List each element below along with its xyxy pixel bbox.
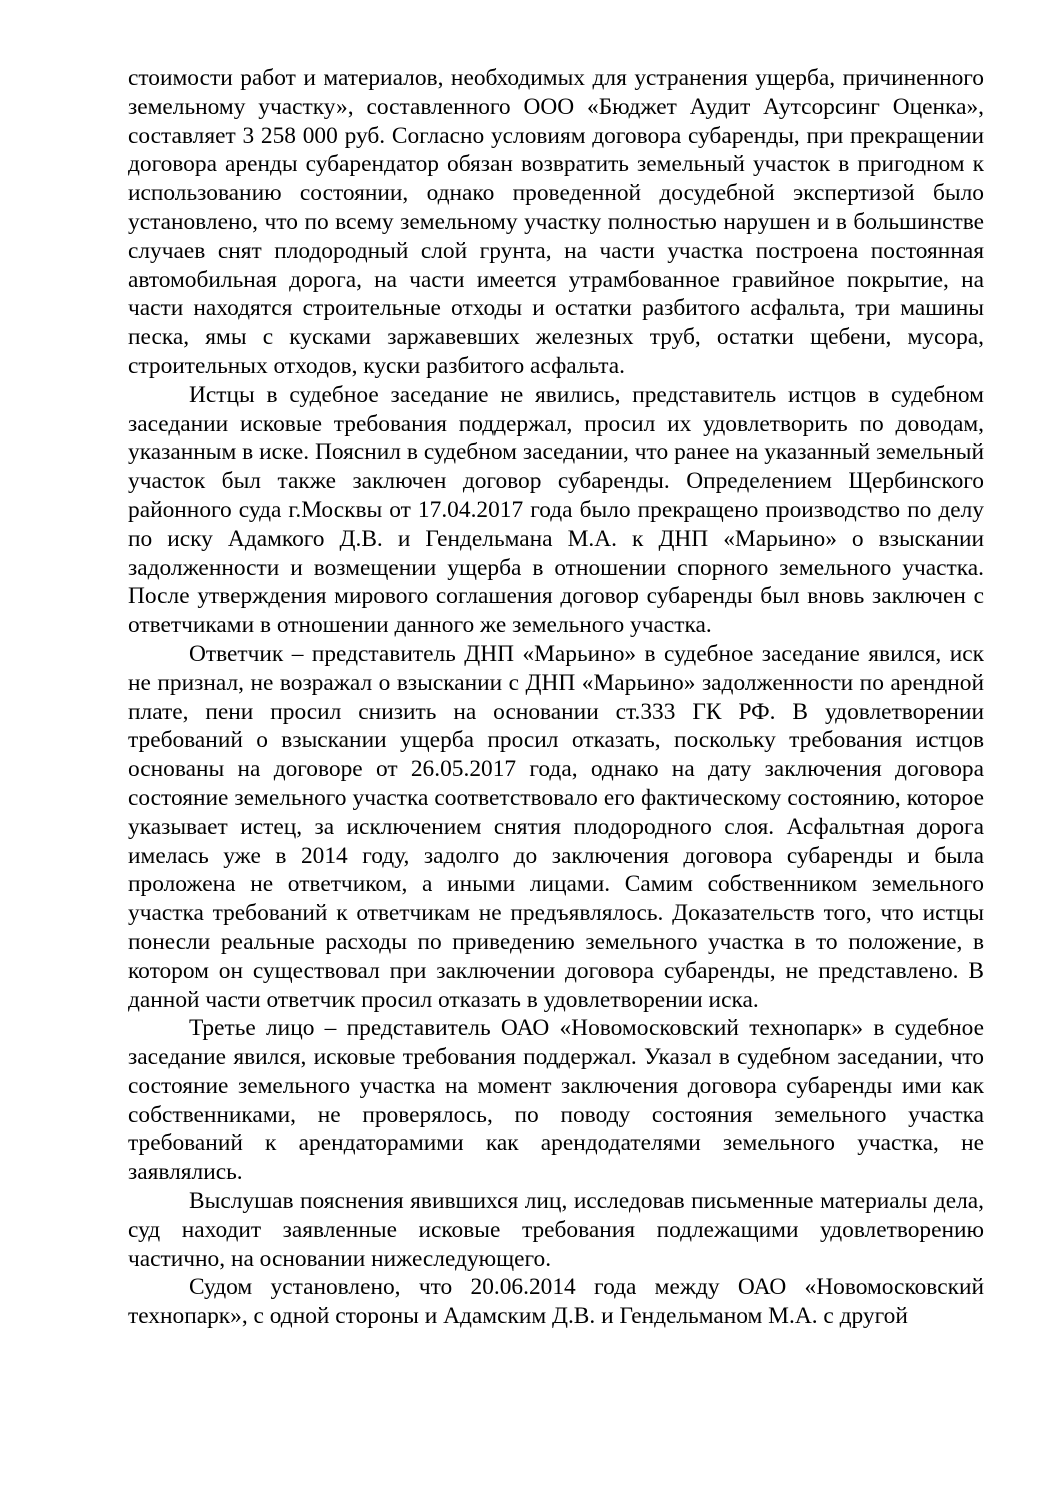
paragraph-defendant-position: Ответчик – представитель ДНП «Марьино» в судебное заседание явился, иск не признал, не возражал о взыскании с ДНП «Марьино» задолженности по арендной плате, пени просил снизить на основании ст.333 ГК РФ. В удовлетворении требований о взыскании ущерба просил отказать, поскольку требования истцов основаны на договоре от 26.05.2017 года, однако на дату заключения договора состояние земельного участка соответствовало его фактическому состоянию, которое указывает истец, за исключением снятия плодородного слоя. Асфальтная дорога имелась уже в 2014 году, задолго до заключения договора субаренды и была проложена не ответчиком, а иными лицами. Самим собственником земельного участка требований к ответчикам не предъявлялось. Доказательств того, что истцы понесли реальные расходы по приведению земельного участка в то положение, в котором он существовал при заключении договора субаренды, не представлено. В данной части ответчик просил отказать в удовлетворении иска. bbox=[128, 640, 984, 1013]
paragraph-court-findings: Выслушав пояснения явившихся лиц, исследовав письменные материалы дела, суд находит заявленные исковые требования подлежащими удовлетворению частично, на основании нижеследующего. bbox=[128, 1188, 984, 1272]
paragraph-plaintiffs-position: Истцы в судебное заседание не явились, представитель истцов в судебном заседании исковые требования поддержал, просил их удовлетворить по доводам, указанным в иске. Пояснил в судебном заседании, что ранее на указанный земельный участок был также заключен договор субаренды. Определением Щербинского районного суда г.Москвы от 17.04.2017 года было прекращено производство по делу по иску Адамкого Д.В. и Гендельмана М.А. к ДНП «Марьино» о взыскании задолженности и возмещении ущерба в отношении спорного земельного участка. После утверждения мирового соглашения договор субаренды был вновь заключен с ответчиками в отношении данного же земельного участка. bbox=[128, 381, 984, 639]
paragraph-third-party-position: Третье лицо – представитель ОАО «Новомосковский технопарк» в судебное заседание явился, исковые требования поддержал. Указал в судебном заседании, что состояние земельного участка на момент заключения договора субаренды ими как собственниками, не проверялось, по поводу состояния земельного участка требований к арендаторамими как арендодателями земельного участка, не заявлялись. bbox=[128, 1015, 984, 1186]
document-body bbox=[128, 64, 984, 1331]
paragraph-damage-assessment: стоимости работ и материалов, необходимых для устранения ущерба, причиненного земельному участку», составленного ООО «Бюджет Аудит Аутсорсинг Оценка», составляет 3 258 000 руб. Согласно условиям договора субаренды, при прекращении договора аренды субарендатор обязан возвратить земельный участок в пригодном к использованию состоянии, однако проведенной досудебной экспертизой было установлено, что по всему земельному участку полностью нарушен и в большинстве случаев снят плодородный слой грунта, на части участка построена постоянная автомобильная дорога, на части имеется утрамбованное гравийное покрытие, на части находятся строительные отходы и остатки разбитого асфальта, три машины песка, ямы с кусками заржавевших железных труб, остатки щебени, мусора, строительных отходов, куски разбитого асфальта. bbox=[128, 65, 984, 379]
paragraph-established-facts: Судом установлено, что 20.06.2014 года между ОАО «Новомосковский технопарк», с одной стороны и Адамским Д.В. и Гендельманом М.А. с другой bbox=[128, 1274, 984, 1330]
